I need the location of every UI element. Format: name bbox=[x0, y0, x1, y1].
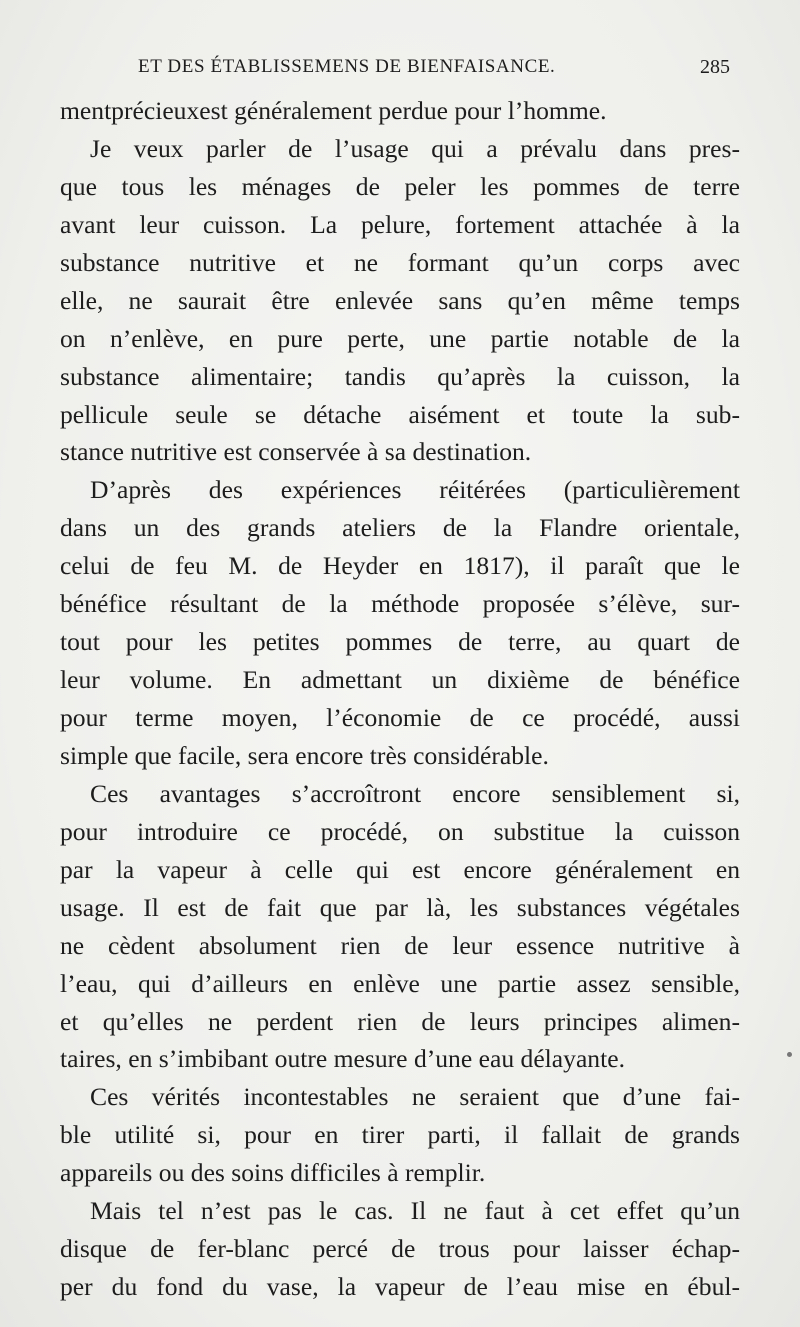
text-line: ble utilité si, pour en tirer parti, il fallait de grands bbox=[60, 1120, 740, 1150]
text-line: l’eau, qui d’ailleurs en enlève une partie assez sensible, bbox=[60, 968, 740, 998]
text-line: on n’enlève, en pure perte, une partie notable de la bbox=[60, 323, 740, 353]
text-line: bénéfice résultant de la méthode proposée s’élève, sur- bbox=[60, 589, 740, 619]
text-line: pour terme moyen, l’économie de ce procédé, aussi bbox=[60, 703, 740, 732]
text-line: Ces vérités incontestables ne seraient que d’une fai- bbox=[90, 1082, 740, 1112]
text-line: disque de fer-blanc percé de trous pour laisser échap- bbox=[60, 1234, 740, 1264]
text-line: pellicule seule se détache aisément et toute la sub- bbox=[60, 399, 740, 429]
text-line: elle, ne saurait être enlevée sans qu’en même temps bbox=[60, 285, 740, 315]
text-line: taires, en s’imbibant outre mesure d’une eau délayante. bbox=[60, 1044, 625, 1074]
text-line: appareils ou des soins difficiles à remplir. bbox=[60, 1158, 486, 1188]
text-line: ne cèdent absolument rien de leur essence nutritive à bbox=[60, 930, 740, 960]
text-line: par la vapeur à celle qui est encore généralement en bbox=[60, 854, 740, 884]
text-line: mentprécieuxest généralement perdue pour l’homme. bbox=[60, 96, 607, 125]
text-line: per du fond du vase, la vapeur de l’eau mise en ébul- bbox=[60, 1272, 740, 1302]
text-line: D’après des expériences réitérées (particulièrement bbox=[90, 475, 740, 505]
text-line: dans un des grands ateliers de la Flandre orientale, bbox=[60, 513, 740, 543]
page-header bbox=[60, 52, 740, 86]
text-line: et qu’elles ne perdent rien de leurs principes alimen- bbox=[60, 1006, 740, 1036]
text-line: celui de feu M. de Heyder en 1817), il paraît que le bbox=[60, 551, 740, 581]
text-line: avant leur cuisson. La pelure, fortement attachée à la bbox=[60, 209, 740, 239]
text-line: simple que facile, sera encore très considérable. bbox=[60, 740, 549, 770]
text-line: substance alimentaire; tandis qu’après la cuisson, la bbox=[60, 361, 740, 391]
ink-spot bbox=[787, 1052, 792, 1057]
body-text bbox=[60, 92, 740, 1306]
text-line: Je veux parler de l’usage qui a prévalu dans pres- bbox=[90, 133, 740, 163]
text-line: que tous les ménages de peler les pommes de terre bbox=[60, 171, 740, 201]
text-line: stance nutritive est conservée à sa destination. bbox=[60, 437, 532, 467]
page-number: 285 bbox=[700, 56, 730, 78]
text-line: leur volume. En admettant un dixième de bénéfice bbox=[60, 665, 740, 695]
text-line: Mais tel n’est pas le cas. Il ne faut à cet effet qu’un bbox=[90, 1196, 740, 1226]
text-line: tout pour les petites pommes de terre, au quart de bbox=[60, 627, 740, 657]
text-line: pour introduire ce procédé, on substitue la cuisson bbox=[60, 816, 740, 846]
text-line: usage. Il est de fait que par là, les substances végétales bbox=[60, 892, 740, 922]
running-head: ET DES ÉTABLISSEMENS DE BIENFAISANCE. bbox=[138, 56, 556, 77]
text-line: Ces avantages s’accroîtront encore sensiblement si, bbox=[90, 778, 740, 808]
text-line: substance nutritive et ne formant qu’un corps avec bbox=[60, 247, 740, 277]
